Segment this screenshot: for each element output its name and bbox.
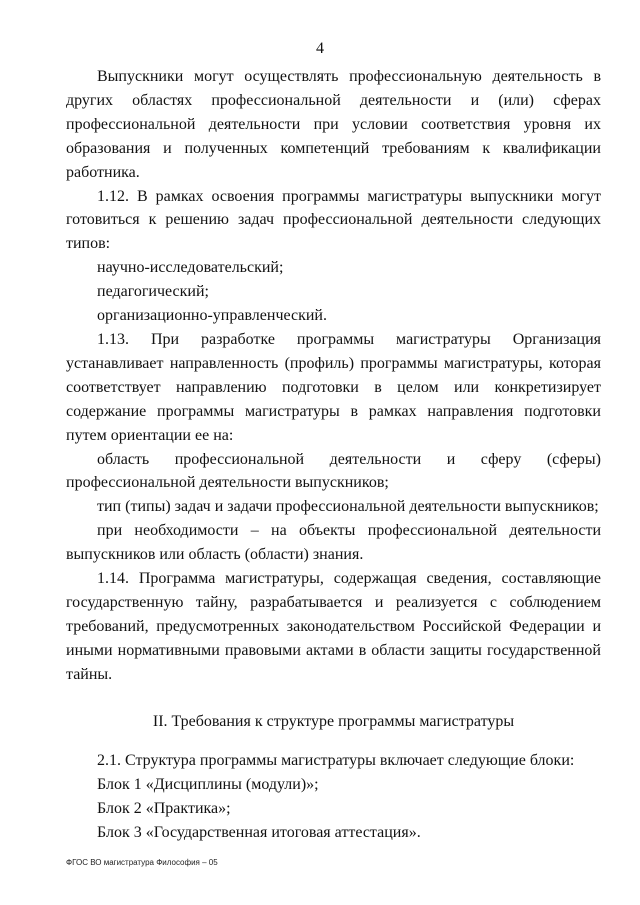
paragraph-1-13: 1.13. При разработке программы магистратуры Организация устанавливает направленность (профиль) программы магистратуры, которая соответствует направлению подготовки в целом или конкретизирует содержание программы магистратуры в рамках направления подготовки путем ориентации ее на:: [66, 330, 601, 444]
section-title: II. Требования к структуре программы магистратуры: [152, 713, 515, 731]
list-item-objects-of-activity: при необходимости – на объекты профессиональной деятельности выпускников или область (области) знания.: [66, 522, 601, 564]
list-item-block-1: Блок 1 «Дисциплины (модули)»;: [97, 776, 319, 794]
paragraph-graduates-other-areas: Выпускники могут осуществлять профессиональную деятельность в других областях профессиональной деятельности и (или) сферах профессиональной деятельности при условии соответствия уровня их образования и полученных компетенций требованиям к квалификации работника.: [66, 68, 601, 181]
list-item-task-types: тип (типы) задач и задачи профессиональной деятельности выпускников;: [97, 498, 599, 516]
list-item-area-of-activity: область профессиональной деятельности и сферу (сферы) профессиональной деятельности выпускников;: [66, 450, 601, 492]
list-item-pedagogical: педагогический;: [97, 283, 209, 301]
list-item-research: научно-исследовательский;: [97, 259, 284, 277]
document-body: [66, 65, 601, 845]
page-footer: ФГОС ВО магистратура Философия – 05: [66, 858, 218, 867]
list-item-block-2: Блок 2 «Практика»;: [97, 800, 231, 818]
list-item-organizational: организационно-управленческий.: [97, 307, 327, 325]
paragraph-1-14: 1.14. Программа магистратуры, содержащая сведения, составляющие государственную тайну, разрабатывается и реализуется с соблюдением требований, предусмотренных законодательством Российской Федерации и иными нормативными правовыми актами в области защиты государственной тайны.: [66, 570, 601, 683]
list-item-block-3: Блок 3 «Государственная итоговая аттестация».: [97, 824, 421, 842]
paragraph-1-12: 1.12. В рамках освоения программы магистратуры выпускники могут готовиться к решению задач профессиональной деятельности следующих типов:: [66, 187, 601, 253]
page-number: 4: [316, 40, 324, 57]
paragraph-2-1: 2.1. Структура программы магистратуры включает следующие блоки:: [97, 752, 575, 770]
